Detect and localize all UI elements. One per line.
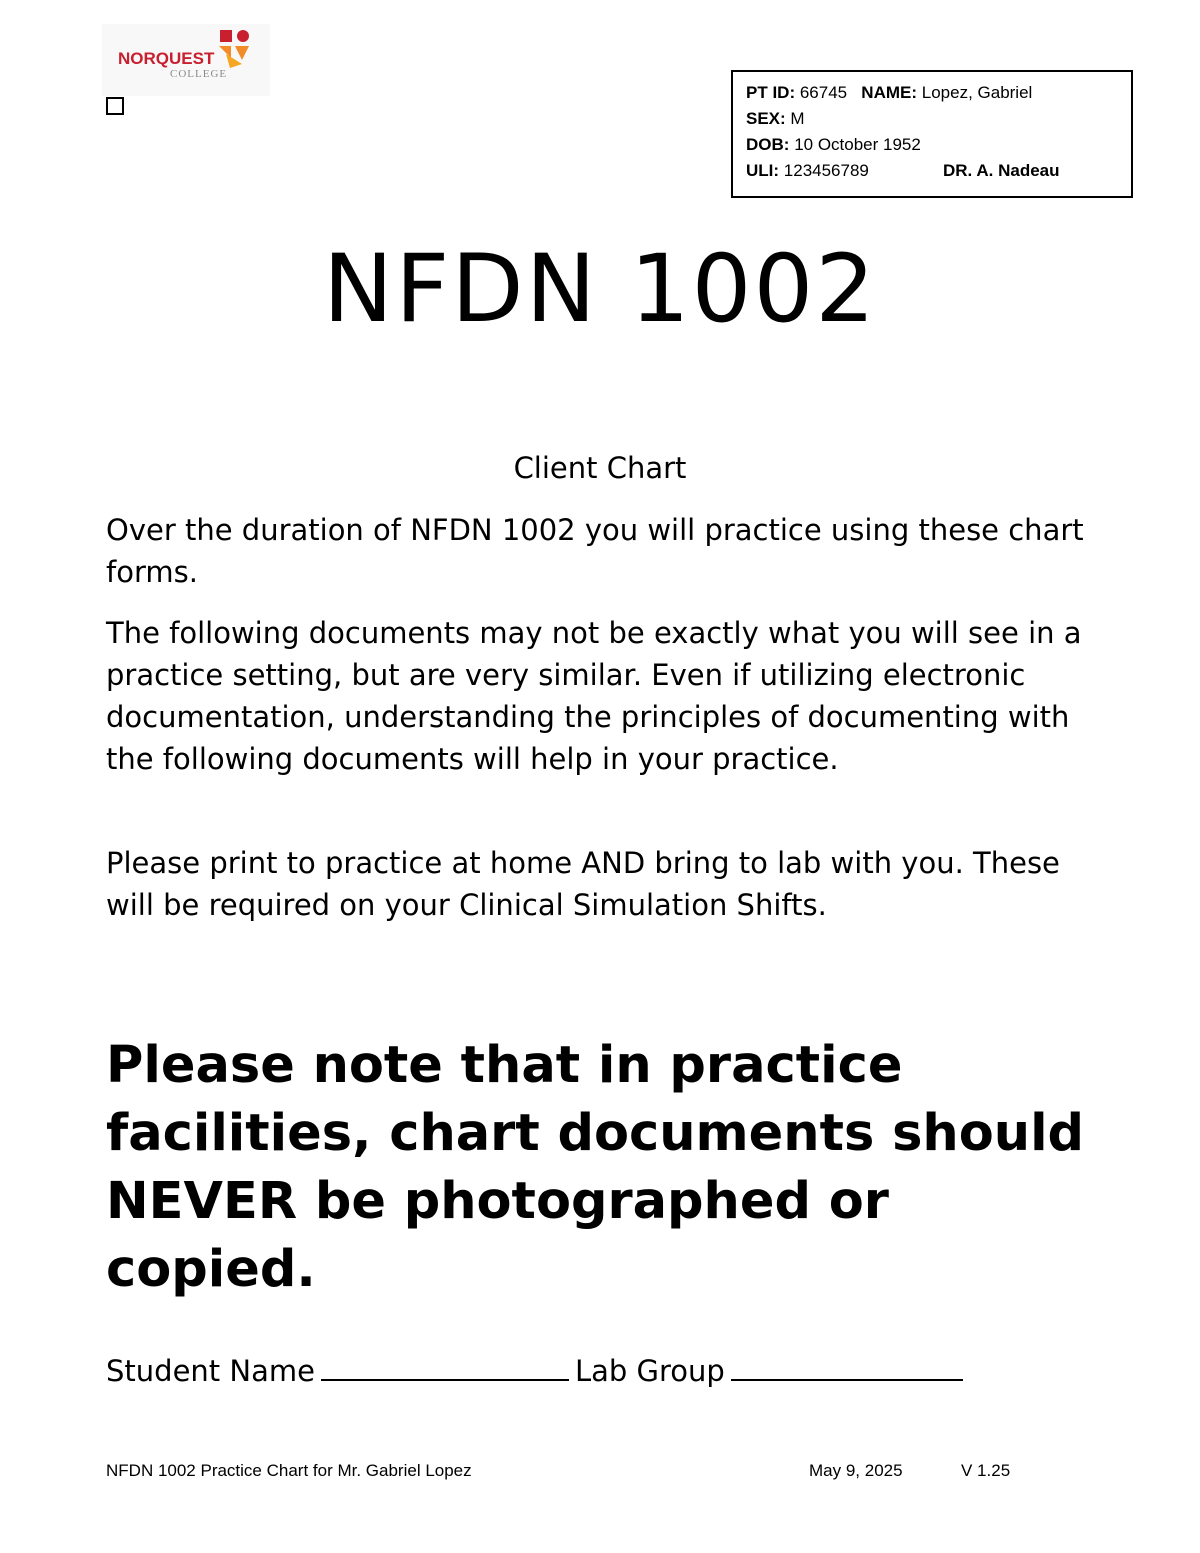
sex-value: M bbox=[790, 109, 805, 128]
uli-value: 123456789 bbox=[783, 161, 869, 180]
documents-paragraph: The following documents may not be exactly what you will see in a practice setting, but are very similar. Even if utilizing electronic documentation, understanding the principles of documenting with the following documents will help in your practice. bbox=[106, 616, 1082, 776]
patient-row-2 bbox=[746, 106, 1131, 132]
student-info-line bbox=[106, 1350, 969, 1392]
patient-row-1 bbox=[746, 80, 1131, 106]
patient-id-box bbox=[731, 70, 1133, 198]
sex-label: SEX: bbox=[746, 109, 786, 128]
course-title: NFDN 1002 bbox=[322, 235, 878, 344]
dob-label: DOB: bbox=[746, 135, 790, 154]
patient-row-4 bbox=[746, 158, 1131, 184]
student-name-label: Student Name bbox=[106, 1354, 315, 1388]
doctor-name: DR. A. Nadeau bbox=[943, 161, 1060, 180]
pt-id-value: 66745 bbox=[799, 83, 848, 102]
intro-paragraph: Over the duration of NFDN 1002 you will practice using these chart forms. bbox=[106, 513, 1084, 589]
privacy-warning: Please note that in practice facilities, chart documents should NEVER be photographed or copied. bbox=[106, 1036, 1085, 1299]
patient-name-value: Lopez, Gabriel bbox=[921, 83, 1033, 102]
footer-date: May 9, 2025 bbox=[809, 1461, 903, 1480]
logo-subtext: COLLEGE bbox=[170, 68, 228, 80]
norquest-college-logo bbox=[102, 24, 270, 96]
student-name-field[interactable] bbox=[321, 1351, 569, 1381]
patient-row-3 bbox=[746, 132, 1131, 158]
document-subtitle: Client Chart bbox=[513, 451, 687, 485]
name-label: NAME: bbox=[861, 83, 918, 102]
uli-label: ULI: bbox=[746, 161, 780, 180]
print-instructions-paragraph: Please print to practice at home AND bring to lab with you. These will be required on your Clinical Simulation Shifts. bbox=[106, 846, 1060, 922]
checkbox[interactable] bbox=[106, 97, 124, 115]
lab-group-label: Lab Group bbox=[574, 1354, 725, 1388]
lab-group-field[interactable] bbox=[731, 1351, 963, 1381]
footer-document-title: NFDN 1002 Practice Chart for Mr. Gabriel Lopez bbox=[106, 1461, 472, 1480]
footer-version: V 1.25 bbox=[961, 1461, 1011, 1480]
dob-value: 10 October 1952 bbox=[794, 135, 921, 154]
logo-wordmark: NORQUEST bbox=[118, 49, 215, 68]
pt-id-label: PT ID: bbox=[746, 83, 796, 102]
